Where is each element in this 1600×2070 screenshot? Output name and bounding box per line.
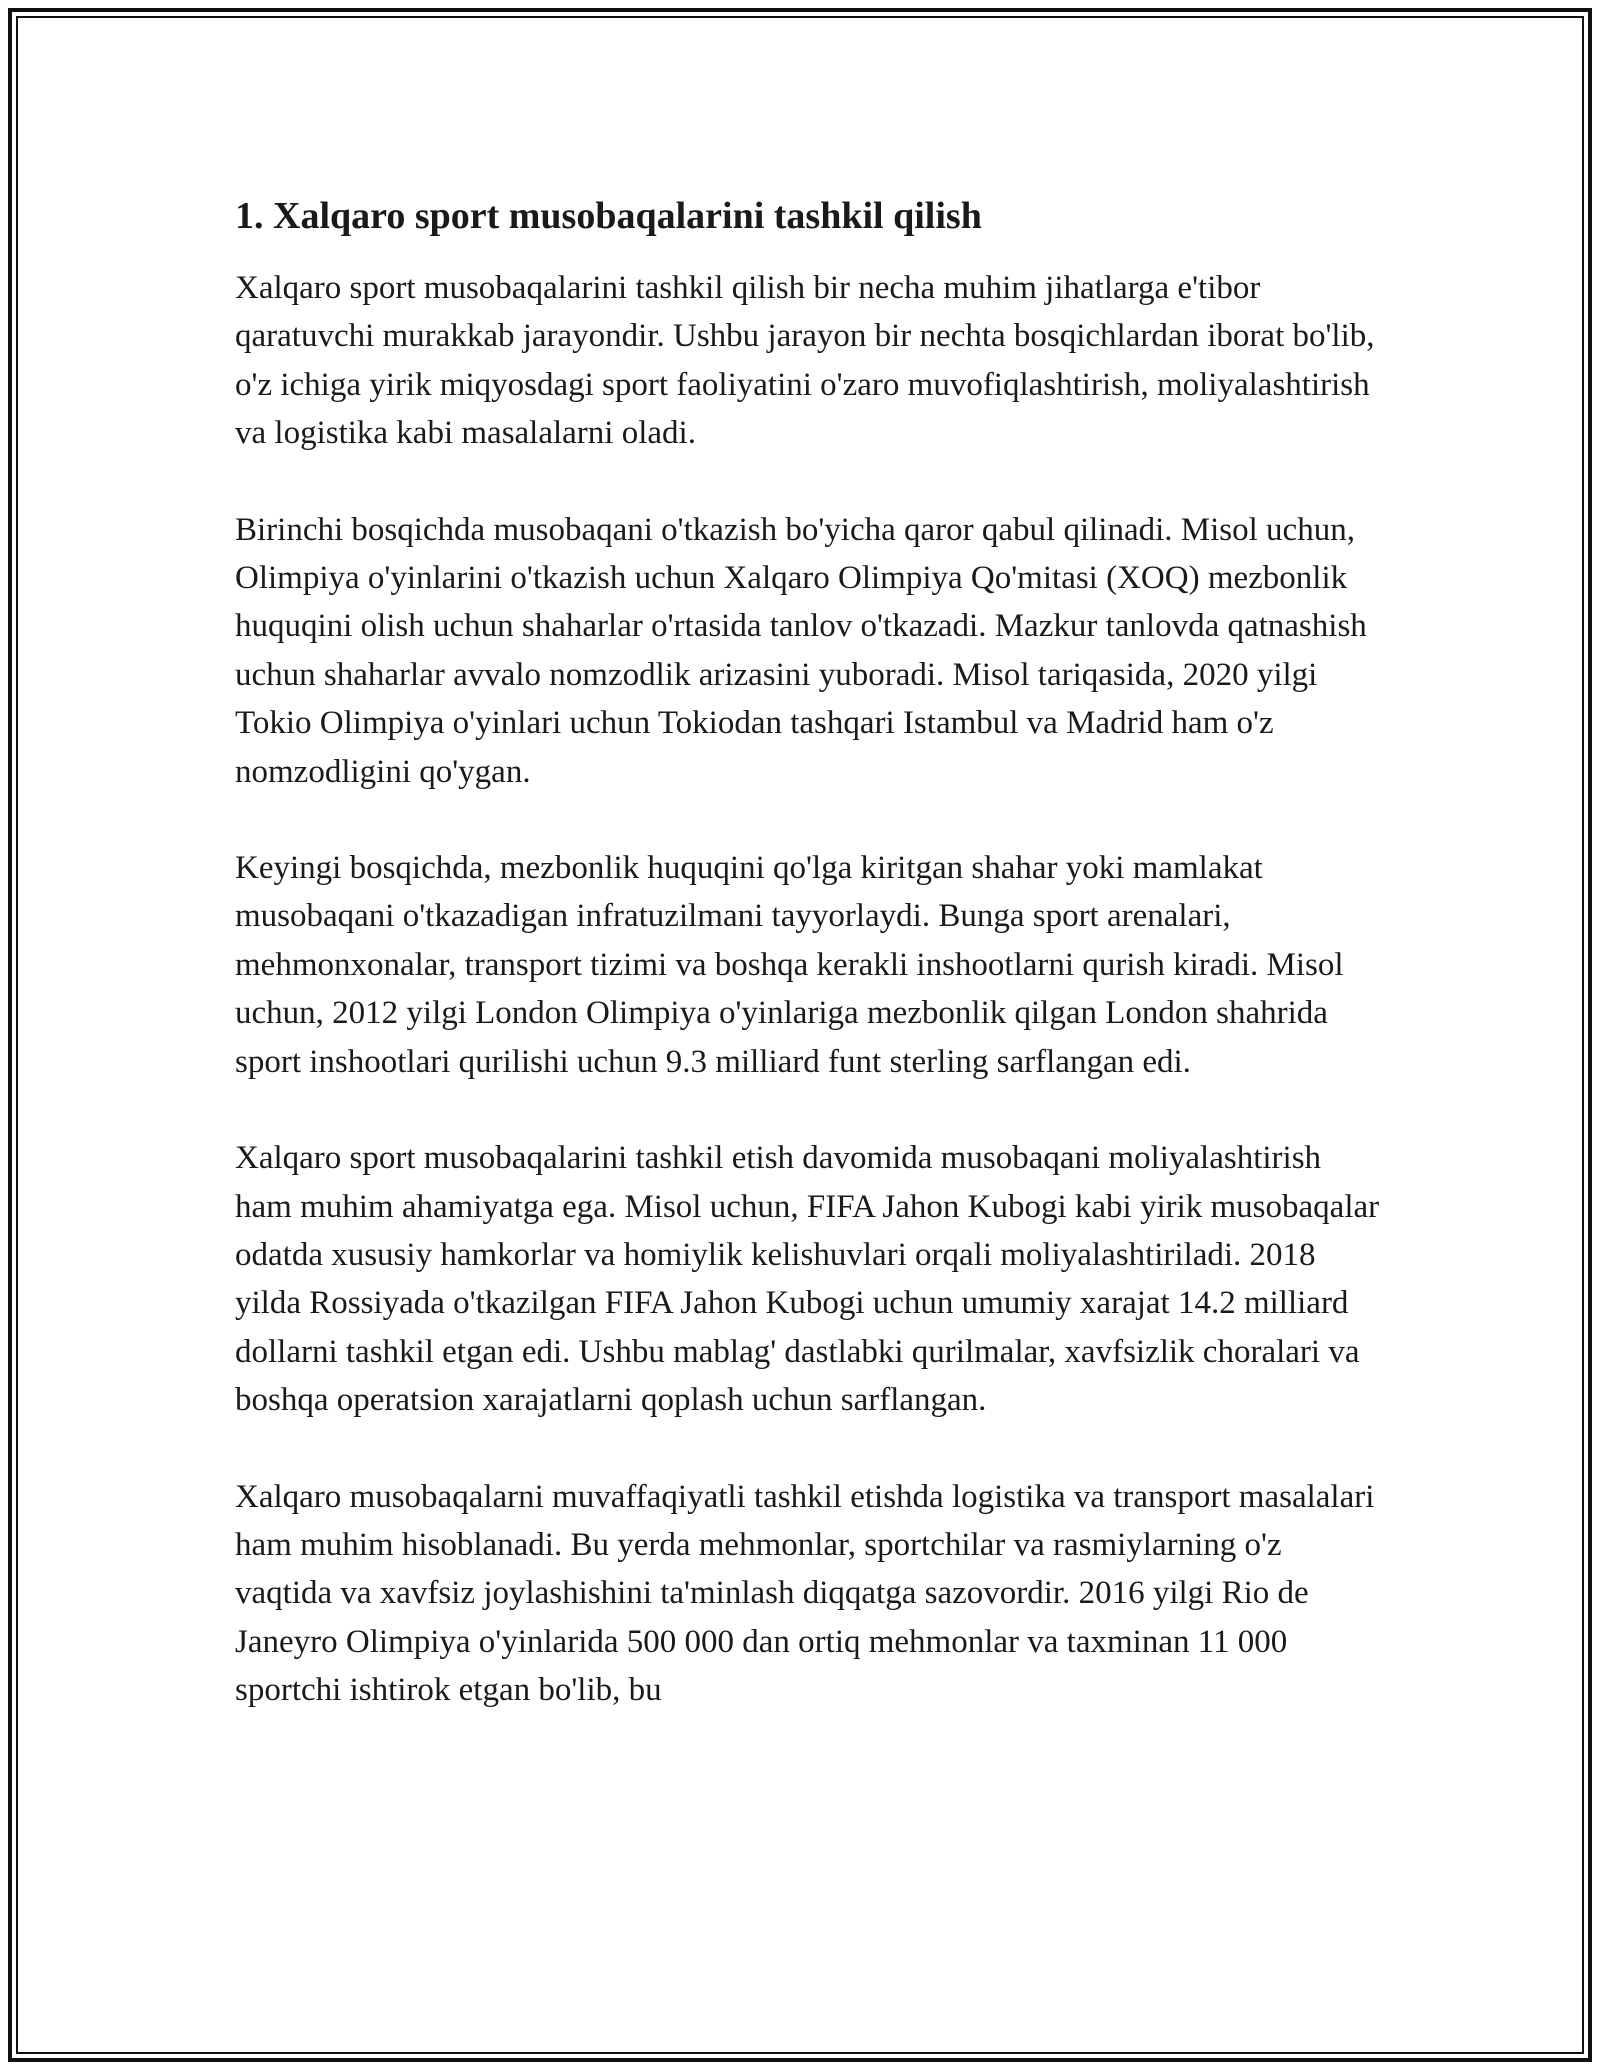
section-heading: 1. Xalqaro sport musobaqalarini tashkil qilish [235, 195, 982, 237]
paragraph-first-stage: Birinchi bosqichda musobaqani o'tkazish bo'yicha qaror qabul qilinadi. Misol uchun, Olimpiya o'yinlarini o'tkazish uchun Xalqaro Olimpiya Qo'mitasi (XOQ) mezbonlik huquqini olish uchun shaharlar o'rtasida tanlov o'tkazadi. Mazkur tanlovda qatnashish uchun shaharlar avvalo nomzodlik arizasini yuboradi. Misol tariqasida, 2020 yilgi Tokio Olimpiya o'yinlari uchun Tokiodan tashqari Istambul va Madrid ham o'z nomzodligini qo'ygan. [235, 511, 1367, 790]
paragraph-financing: Xalqaro sport musobaqalarini tashkil etish davomida musobaqani moliyalashtirish ham muhim ahamiyatga ega. Misol uchun, FIFA Jahon Kubogi kabi yirik musobaqalar odatda xususiy hamkorlar va homiylik kelishuvlari orqali moliyalashtiriladi. 2018 yilda Rossiyada o'tkazilgan FIFA Jahon Kubogi uchun umumiy xarajat 14.2 milliard dollarni tashkil etgan edi. Ushbu mablag' dastlabki qurilmalar, xavfsizlik choralari va boshqa operatsion xarajatlarni qoplash uchun sarflangan. [235, 1140, 1380, 1419]
document-body [235, 180, 1385, 1763]
paragraph-intro: Xalqaro sport musobaqalarini tashkil qilish bir necha muhim jihatlarga e'tibor qaratuvchi murakkab jarayondir. Ushbu jarayon bir nechta bosqichlardan iborat bo'lib, o'z ichiga yirik miqyosdagi sport faoliyatini o'zaro muvofiqlashtirish, moliyalashtirish va logistika kabi masalalarni oladi. [235, 270, 1375, 452]
paragraph-logistics: Xalqaro musobaqalarni muvaffaqiyatli tashkil etishda logistika va transport masalalari ham muhim hisoblanadi. Bu yerda mehmonlar, sportchilar va rasmiylarning o'z vaqtida va xavfsiz joylashishini ta'minlash diqqatga sazovordir. 2016 yilgi Rio de Janeyro Olimpiya o'yinlarida 500 000 dan ortiq mehmonlar va taxminan 11 000 sportchi ishtirok etgan bo'lib, bu [235, 1478, 1375, 1709]
paragraph-infrastructure: Keyingi bosqichda, mezbonlik huquqini qo'lga kiritgan shahar yoki mamlakat musobaqani o'tkazadigan infratuzilmani tayyorlaydi. Bunga sport arenalari, mehmonxonalar, transport tizimi va boshqa kerakli inshootlarni qurish kiradi. Misol uchun, 2012 yilgi London Olimpiya o'yinlariga mezbonlik qilgan London shahrida sport inshootlari qurilishi uchun 9.3 milliard funt sterling sarflangan edi. [235, 850, 1344, 1080]
